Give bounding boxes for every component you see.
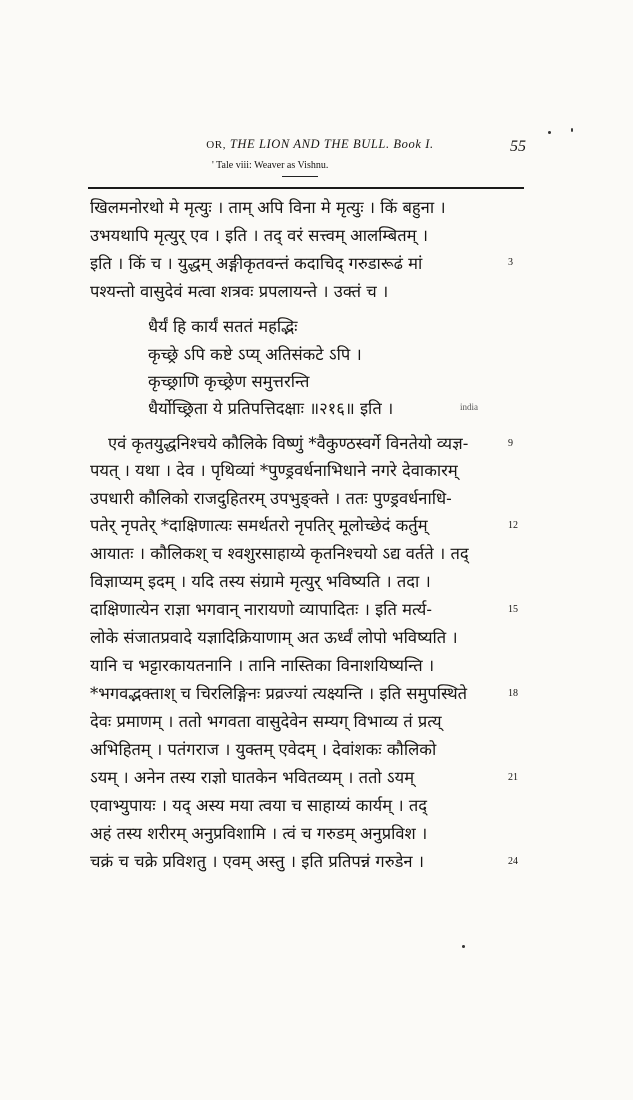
header-rule bbox=[88, 187, 524, 189]
short-rule bbox=[282, 176, 318, 177]
text-line: उभयथापि मृत्युर् एव । इति । तद् वरं सत्त्वम् आलम्बितम् । bbox=[90, 226, 428, 245]
verse-line: कृच्छ्रे ऽपि कष्टे ऽप्य् अतिसंकटे ऽपि । bbox=[148, 345, 362, 364]
text-line: आयातः । कौलिकश् च श्वशुरसाहाय्ये कृतनिश्चयो ऽद्य वर्तते । तद् bbox=[90, 544, 469, 563]
text-line: एवं कृतयुद्धनिश्चये कौलिके विष्णुं *वैकुण्ठस्वर्गे विनतेयो व्यज्ञ- bbox=[108, 434, 469, 453]
text-line: चक्रं च चक्रे प्रविशतु । एवम् अस्तु । इति प्रतिपन्नं गरुडेन । bbox=[90, 852, 425, 871]
text-line: लोके संजातप्रवादे यज्ञादिक्रियाणाम् अत ऊर्ध्वं लोपो भविष्यति । bbox=[90, 628, 458, 647]
text-line: विज्ञाप्यम् इदम् । यदि तस्य संग्रामे मृत्युर् भविष्यति । तदा । bbox=[90, 572, 431, 591]
line-number: 3 bbox=[508, 257, 513, 268]
line-number: 15 bbox=[508, 604, 518, 615]
text-line: पयत् । यथा । देव । पृथिव्यां *पुण्ड्रवर्धनाभिधाने नगरे देवाकारम् bbox=[90, 461, 458, 480]
text-line: इति । किं च । युद्धम् अङ्गीकृतवन्तं कदाचिद् गरुडारूढं मां bbox=[90, 254, 423, 273]
text-line: अहं तस्य शरीरम् अनुप्रविशामि । त्वं च गरुडम् अनुप्रविश । bbox=[90, 824, 428, 843]
tale-subheading: ' Tale viii: Weaver as Vishnu. bbox=[212, 160, 329, 171]
text-line: *भगवद्भक्ताश् च चिरलिङ्गिनः प्रव्रज्यां त्यक्ष्यन्ति । इति समुपस्थिते bbox=[90, 684, 468, 703]
text-line: दाक्षिणात्येन राज्ञा भगवान् नारायणो व्यापादितः । इति मर्त्य- bbox=[90, 600, 432, 619]
verse-line: धैर्यं हि कार्यं सततं महद्भिः bbox=[148, 317, 298, 336]
text-line: यानि च भट्टारकायतनानि । तानि नास्तिका विनाशयिष्यन्ति । bbox=[90, 656, 435, 675]
ink-speck bbox=[571, 128, 573, 132]
text-line: अभिहितम् । पतंगराज । युक्तम् एवेदम् । देवांशकः कौलिको bbox=[90, 740, 437, 759]
line-number: 9 bbox=[508, 438, 513, 449]
line-number: 12 bbox=[508, 520, 518, 531]
line-number: 21 bbox=[508, 772, 518, 783]
line-number: 18 bbox=[508, 688, 518, 699]
ink-speck bbox=[548, 131, 551, 134]
text-line: देवः प्रमाणम् । ततो भगवता वासुदेवेन सम्यग् विभाव्य तं प्रत्य् bbox=[90, 712, 442, 731]
text-line: एवाभ्युपायः । यद् अस्य मया त्वया च साहाय्यं कार्यम् । तद् bbox=[90, 796, 428, 815]
text-line: खिलमनोरथो मे मृत्युः । ताम् अपि विना मे मृत्युः । किं बहुना । bbox=[90, 198, 446, 217]
text-line: पश्यन्तो वासुदेवं मत्वा शत्रवः प्रपलायन्ते । उक्तं च । bbox=[90, 282, 389, 301]
margin-note: india bbox=[460, 402, 478, 412]
page-number: 55 bbox=[510, 138, 526, 155]
line-number: 24 bbox=[508, 856, 518, 867]
ink-speck bbox=[462, 945, 465, 948]
running-head-title: THE LION AND THE BULL. Book I. bbox=[229, 137, 434, 151]
verse-line: कृच्छ्राणि कृच्छ्रेण समुत्तरन्ति bbox=[148, 372, 310, 391]
text-line: पतेर् नृपतेर् *दाक्षिणात्यः समर्थतरो नृपतिर् मूलोच्छेदं कर्तुम् bbox=[90, 516, 428, 535]
running-head bbox=[150, 137, 490, 152]
text-line: ऽयम् । अनेन तस्य राज्ञो घातकेन भवितव्यम् । ततो ऽयम् bbox=[90, 768, 415, 787]
verse-line: धैर्योच्छ्रिता ये प्रतिपत्तिदक्षाः ॥२१६॥ इति । bbox=[148, 399, 394, 418]
text-line: उपधारी कौलिको राजदुहितरम् उपभुङ्क्ते । ततः पुण्ड्रवर्धनाधि- bbox=[90, 489, 452, 508]
running-head-lead: OR, bbox=[206, 139, 227, 151]
